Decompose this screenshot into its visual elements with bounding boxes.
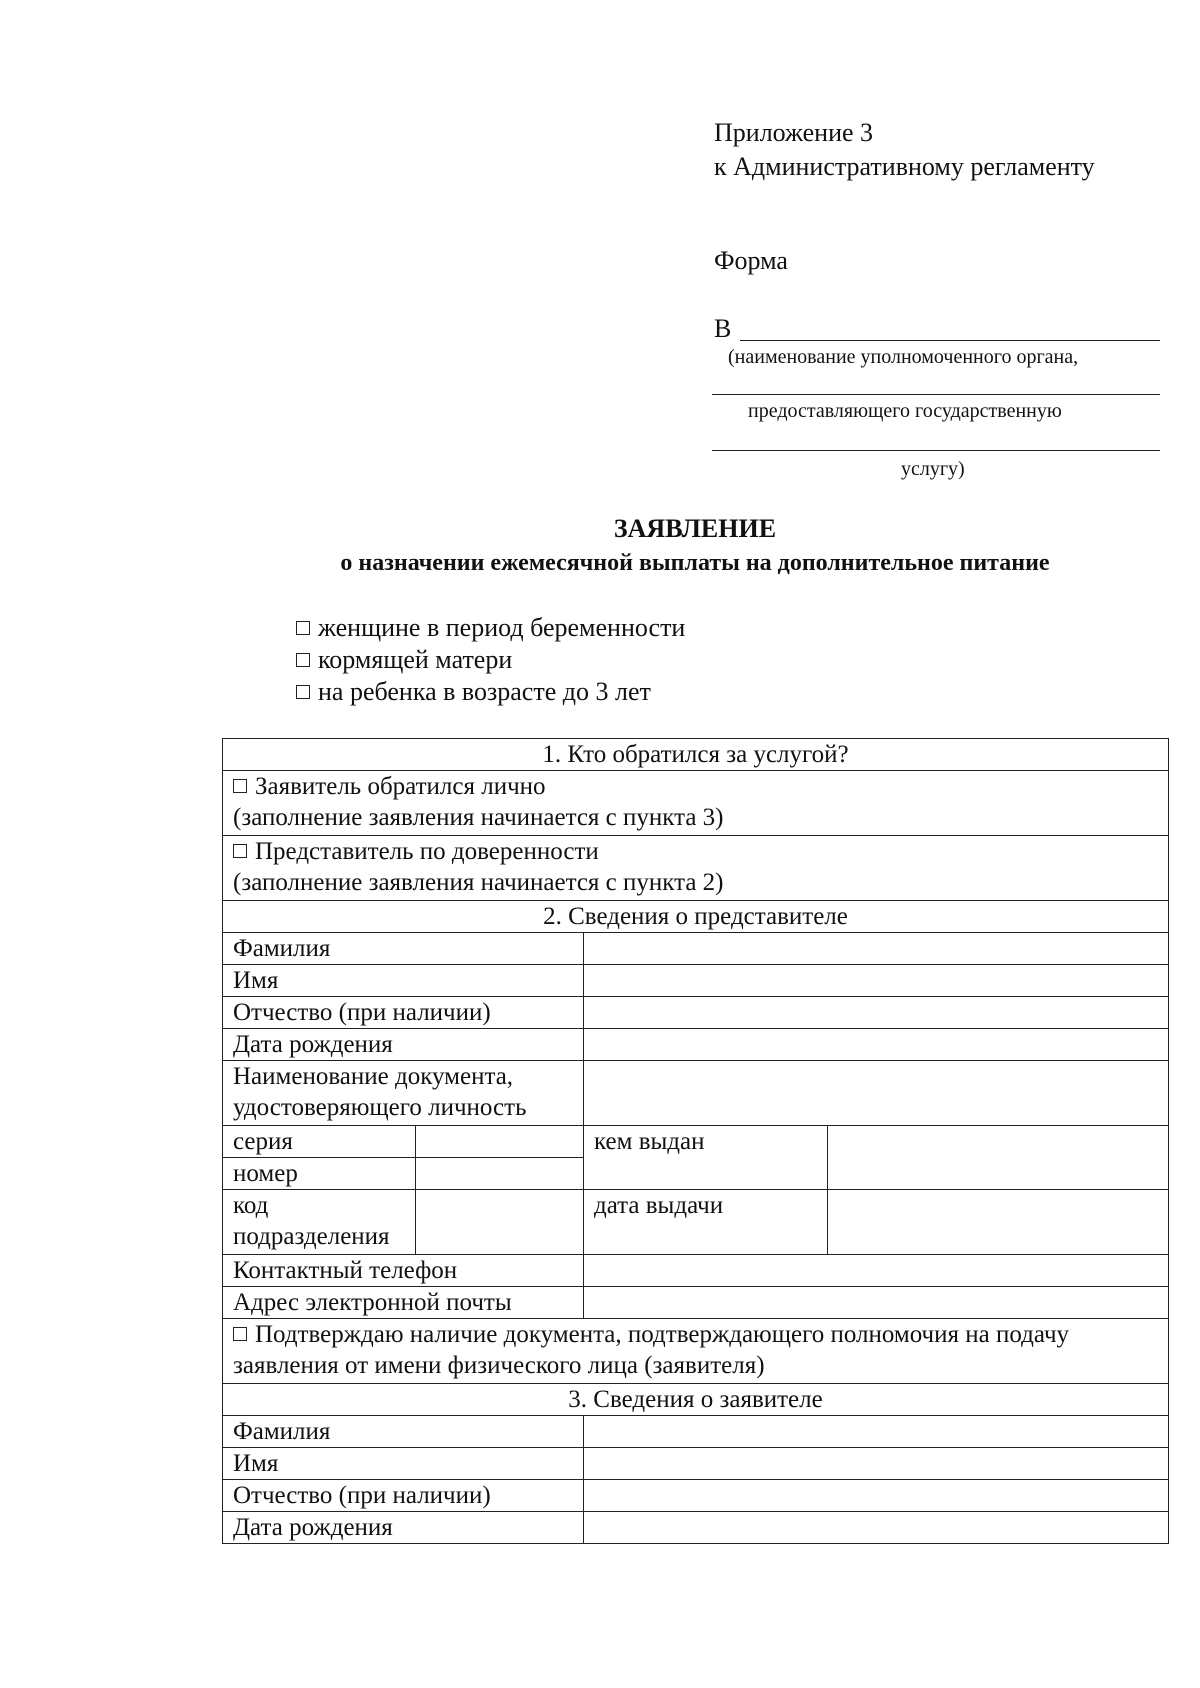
rep-division-code-input[interactable] xyxy=(416,1190,584,1255)
addressee-input-line-3[interactable] xyxy=(712,450,1160,451)
rep-issued-by-input[interactable] xyxy=(828,1126,1169,1190)
checkbox-icon[interactable] xyxy=(296,621,310,635)
section-header-row xyxy=(223,1384,1169,1416)
rep-issue-date-input[interactable] xyxy=(828,1190,1169,1255)
field-label: Отчество (при наличии) xyxy=(223,997,584,1029)
option-label: Подтверждаю наличие документа, подтверждающего полномочия на подачу заявления от имени физического лица (заявителя) xyxy=(233,1321,1070,1379)
field-label: Наименование документа, удостоверяющего личность xyxy=(223,1061,584,1126)
rep-birth-date-input[interactable] xyxy=(584,1029,1169,1061)
option-nursing[interactable] xyxy=(296,644,512,676)
option-pregnant[interactable] xyxy=(296,612,685,644)
addressee-hint-1: (наименование уполномоченного органа, xyxy=(728,346,1079,368)
option-label: Представитель по доверенности xyxy=(255,838,599,865)
rep-doc-name-input[interactable] xyxy=(584,1061,1169,1126)
field-label: Имя xyxy=(223,965,584,997)
table-row xyxy=(223,1416,1169,1448)
rep-number-input[interactable] xyxy=(416,1158,584,1190)
option-label: кормящей матери xyxy=(318,645,513,674)
field-label: Адрес электронной почты xyxy=(223,1287,584,1319)
table-row[interactable] xyxy=(223,836,1169,901)
document-title: ЗАЯВЛЕНИЕ xyxy=(613,514,777,543)
table-row xyxy=(223,1190,1169,1255)
table-row xyxy=(223,1448,1169,1480)
section-3-title: 3. Сведения о заявителе xyxy=(223,1384,1169,1416)
table-row xyxy=(223,933,1169,965)
rep-email-input[interactable] xyxy=(584,1287,1169,1319)
field-label: Имя xyxy=(223,1448,584,1480)
section-1-title: 1. Кто обратился за услугой? xyxy=(223,739,1169,771)
checkbox-icon[interactable] xyxy=(296,685,310,699)
addressee-input-line[interactable] xyxy=(740,340,1160,341)
table-row xyxy=(223,1029,1169,1061)
section-header-row xyxy=(223,739,1169,771)
reglament-label: к Административному регламенту xyxy=(714,152,1095,181)
addressee-hint-2: предоставляющего государственную xyxy=(748,400,1062,422)
form-label: Форма xyxy=(714,246,788,275)
field-label: код подразделения xyxy=(223,1190,416,1255)
table-row xyxy=(223,965,1169,997)
option-child[interactable] xyxy=(296,676,651,708)
field-label: кем выдан xyxy=(584,1126,828,1190)
table-row xyxy=(223,1480,1169,1512)
field-label: Фамилия xyxy=(223,1416,584,1448)
confirm-authority-option[interactable] xyxy=(223,1319,1169,1384)
table-row[interactable] xyxy=(223,771,1169,836)
checkbox-icon[interactable] xyxy=(296,653,310,667)
field-label: дата выдачи xyxy=(584,1190,828,1255)
field-label: серия xyxy=(223,1126,416,1158)
table-row xyxy=(223,1061,1169,1126)
field-label: Фамилия xyxy=(223,933,584,965)
addressee-input-line-2[interactable] xyxy=(712,394,1160,395)
applicant-surname-input[interactable] xyxy=(584,1416,1169,1448)
applicant-name-input[interactable] xyxy=(584,1448,1169,1480)
checkbox-icon[interactable] xyxy=(233,844,247,858)
field-label: Контактный телефон xyxy=(223,1255,584,1287)
field-label: Дата рождения xyxy=(223,1512,584,1544)
rep-surname-input[interactable] xyxy=(584,933,1169,965)
addressee-hint-3: услугу) xyxy=(901,458,965,480)
field-label: Дата рождения xyxy=(223,1029,584,1061)
rep-name-input[interactable] xyxy=(584,965,1169,997)
applicant-patronymic-input[interactable] xyxy=(584,1480,1169,1512)
table-row xyxy=(223,997,1169,1029)
table-row xyxy=(223,1287,1169,1319)
option-note: (заполнение заявления начинается с пункта 3) xyxy=(233,804,724,831)
field-label: Отчество (при наличии) xyxy=(223,1480,584,1512)
addressee-prefix: В xyxy=(714,314,732,343)
section-header-row xyxy=(223,901,1169,933)
table-row xyxy=(223,1255,1169,1287)
option-label: женщине в период беременности xyxy=(318,613,686,642)
table-row xyxy=(223,1512,1169,1544)
table-row[interactable] xyxy=(223,1319,1169,1384)
application-form-table xyxy=(222,738,1169,1544)
representative-option[interactable] xyxy=(223,836,1169,901)
field-label: номер xyxy=(223,1158,416,1190)
option-label: Заявитель обратился лично xyxy=(255,773,546,800)
option-label: на ребенка в возрасте до 3 лет xyxy=(318,677,651,706)
checkbox-icon[interactable] xyxy=(233,779,247,793)
rep-series-input[interactable] xyxy=(416,1126,584,1158)
appendix-label: Приложение 3 xyxy=(714,118,874,147)
document-subtitle: о назначении ежемесячной выплаты на дополнительное питание xyxy=(340,550,1050,576)
applicant-birth-date-input[interactable] xyxy=(584,1512,1169,1544)
section-2-title: 2. Сведения о представителе xyxy=(223,901,1169,933)
rep-patronymic-input[interactable] xyxy=(584,997,1169,1029)
option-note: (заполнение заявления начинается с пункта 2) xyxy=(233,869,724,896)
rep-phone-input[interactable] xyxy=(584,1255,1169,1287)
applicant-in-person-option[interactable] xyxy=(223,771,1169,836)
table-row xyxy=(223,1126,1169,1158)
checkbox-icon[interactable] xyxy=(233,1327,247,1341)
